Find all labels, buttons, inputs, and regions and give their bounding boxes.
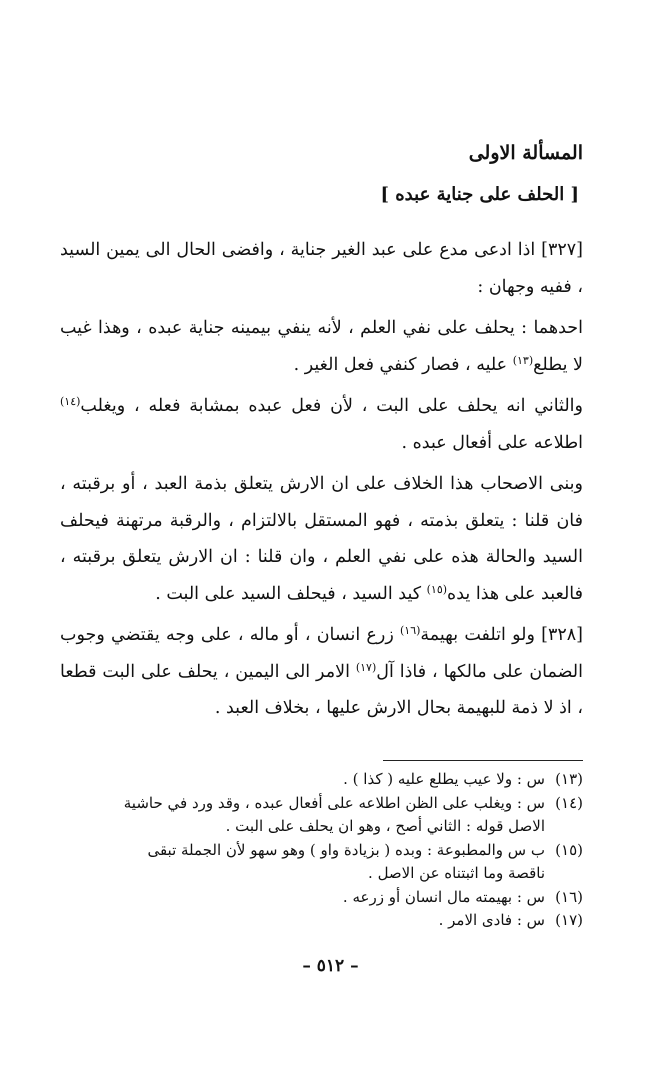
paragraph-text: وبنى الاصحاب هذا الخلاف على ان الارش يتعلق بذمة العبد ، أو برقبته ، فان قلنا : يتعلق بذمته ، فهو المستقل بالالتزام ، والرقبة مرتهنة فيحلف السيد والحالة هذه على نفي العلم ، وان قلنا : ان الارش يتعلق برقبته ، فالعبد على هذا يده (60, 474, 583, 604)
footnote-15 (60, 839, 583, 863)
paragraph-text: اطلاعه على أفعال عبده . (401, 432, 583, 453)
footnote-15-continuation: ناقصة وما اثبتناه عن الاصل . (368, 864, 545, 882)
footnote-14-continuation: الاصل قوله : الثاني أصح ، وهو ان يحلف على البت . (225, 817, 545, 835)
footnote-text: س : بهيمته مال انسان أو زرعه . (342, 887, 545, 906)
paragraph-328 (60, 617, 583, 727)
footnote-text: ب س والمطبوعة : وبده ( بزيادة واو ) وهو سهو لأن الجملة تبقى (147, 840, 545, 859)
footnote-number: (١٧) (555, 911, 583, 929)
section-subtitle: [ الحلف على جناية عبده ] (380, 184, 579, 205)
paragraph-text: عليه ، فصار كنفي فعل الغير . (293, 354, 513, 375)
paragraph-327-line-1: [٣٢٧] اذا ادعى مدع على عبد الغير جناية ، وافضى الحال الى (145, 240, 583, 260)
footnote-number: (١٥) (555, 840, 583, 859)
footnote-number: (١٦) (555, 887, 583, 906)
footnote-13 (60, 768, 583, 792)
page-number: – ٥١٢ – (302, 956, 359, 976)
footnote-text: س : ويغلب على الظن اطلاعه على أفعال عبده ، وقد ورد في حاشية (123, 793, 545, 812)
paragraph-first-view (60, 310, 583, 383)
footnote-divider (383, 760, 583, 761)
paragraph-basis (60, 466, 583, 612)
footnote-ref-13: (١٣) (512, 353, 534, 367)
footnote-text: س : فادى الامر . (438, 911, 545, 929)
footnote-text: س : ولا عيب يطلع عليه ( كذا ) . (343, 770, 545, 788)
footnote-ref-15: (١٥) (426, 582, 448, 596)
footnote-number: (١٤) (555, 793, 583, 812)
paragraph-text: الامر الى اليمين ، يحلف على البت قطعا ، اذ لا ذمة للبهيمة بحال الارش عليها ، بخلاف العبد . (60, 661, 583, 718)
paragraph-327 (60, 232, 583, 305)
footnote-16 (60, 886, 583, 910)
paragraph-text: كيد السيد ، فيحلف السيد على البت . (155, 583, 427, 604)
footnote-ref-14: (١٤) (60, 395, 81, 408)
footnote-ref-16: (١٦) (399, 624, 421, 637)
footnote-17 (60, 909, 583, 933)
footnote-14 (60, 792, 583, 816)
paragraph-text: والثاني انه يحلف على البت ، لأن فعل عبده بمشابة فعله ، ويغلب (80, 396, 583, 416)
paragraph-327-line-2: يمين السيد ، ففيه وجهان : (60, 240, 583, 297)
footnotes (60, 768, 583, 933)
section-title: المسألة الاولى (468, 142, 583, 164)
paragraph-text: احدهما : يحلف على نفي العلم ، لأنه ينفي بيمينه جناية عبده ، وهذا غيب لا يطلع (60, 318, 583, 375)
body-text (60, 232, 583, 732)
footnote-ref-17: (١٧) (355, 660, 377, 674)
paragraph-second-view (60, 388, 583, 461)
footnote-number: (١٣) (555, 770, 583, 788)
paragraph-text: [٣٢٨] ولو اتلفت بهيمة (420, 625, 583, 645)
paragraph-text: زرع انسان ، أو ماله ، على وجه يقتضي وجوب الضمان على مالكها ، فاذا آل (60, 625, 583, 682)
